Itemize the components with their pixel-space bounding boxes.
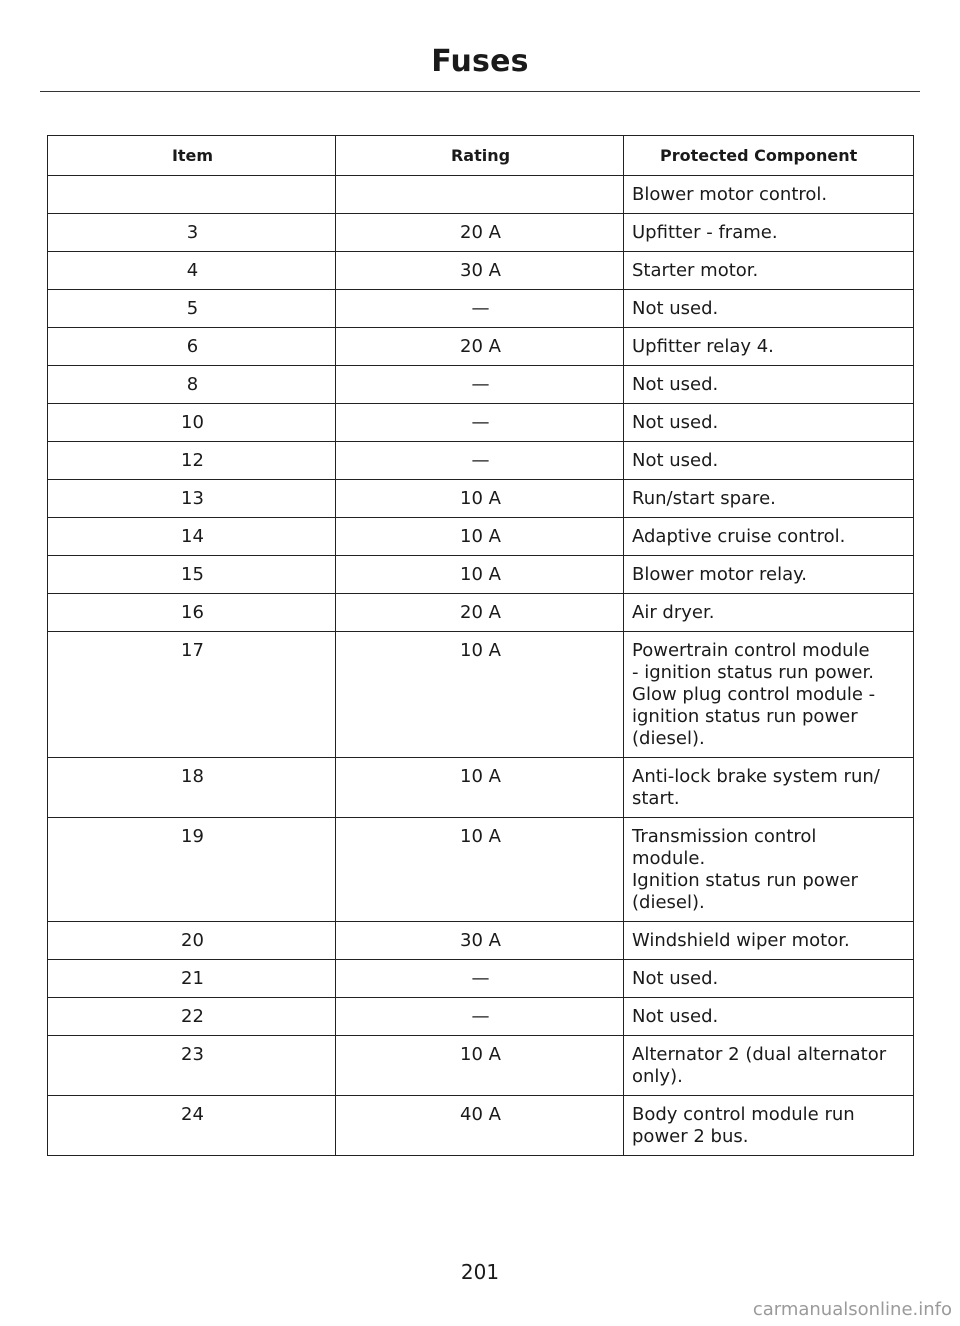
cell-item: 8	[48, 366, 336, 404]
cell-rating: —	[336, 960, 624, 998]
table-row	[48, 1096, 914, 1156]
cell-rating: —	[336, 290, 624, 328]
cell-rating	[336, 176, 624, 214]
table-row	[48, 328, 914, 366]
cell-item: 13	[48, 480, 336, 518]
cell-protected-component: Upfitter - frame.	[624, 214, 914, 252]
cell-protected-component: Not used.	[624, 404, 914, 442]
cell-protected-component: Starter motor.	[624, 252, 914, 290]
cell-rating: 20 A	[336, 594, 624, 632]
cell-protected-component: Not used.	[624, 366, 914, 404]
cell-rating: 10 A	[336, 818, 624, 922]
cell-item: 3	[48, 214, 336, 252]
cell-protected-component: Blower motor relay.	[624, 556, 914, 594]
table-row	[48, 214, 914, 252]
cell-item: 4	[48, 252, 336, 290]
table-row	[48, 594, 914, 632]
table-row	[48, 922, 914, 960]
cell-protected-component: Anti-lock brake system run/ start.	[624, 758, 914, 818]
fuse-table	[47, 135, 914, 1156]
cell-item	[48, 176, 336, 214]
cell-protected-component: Adaptive cruise control.	[624, 518, 914, 556]
cell-rating: 40 A	[336, 1096, 624, 1156]
cell-item: 20	[48, 922, 336, 960]
page-title: Fuses	[431, 44, 529, 79]
title-divider	[40, 91, 920, 92]
cell-protected-component: Not used.	[624, 442, 914, 480]
cell-item: 24	[48, 1096, 336, 1156]
table-row	[48, 758, 914, 818]
cell-protected-component: Powertrain control module - ignition status run power. Glow plug control module - ignition status run power (diesel).	[624, 632, 914, 758]
cell-rating: 30 A	[336, 922, 624, 960]
page-number: 201	[460, 1260, 500, 1284]
table-row	[48, 1036, 914, 1096]
cell-item: 15	[48, 556, 336, 594]
cell-rating: 10 A	[336, 480, 624, 518]
cell-protected-component: Body control module run power 2 bus.	[624, 1096, 914, 1156]
cell-item: 23	[48, 1036, 336, 1096]
header-protected-component: Protected Component	[624, 136, 914, 176]
table-row	[48, 176, 914, 214]
cell-item: 21	[48, 960, 336, 998]
cell-protected-component: Upfitter relay 4.	[624, 328, 914, 366]
cell-rating: 20 A	[336, 214, 624, 252]
cell-item: 16	[48, 594, 336, 632]
header-rating: Rating	[336, 136, 624, 176]
table-row	[48, 632, 914, 758]
cell-rating: —	[336, 442, 624, 480]
cell-item: 6	[48, 328, 336, 366]
cell-item: 12	[48, 442, 336, 480]
table-row	[48, 518, 914, 556]
cell-protected-component: Windshield wiper motor.	[624, 922, 914, 960]
cell-item: 22	[48, 998, 336, 1036]
table-row	[48, 998, 914, 1036]
watermark: carmanualsonline.info	[752, 1299, 952, 1320]
cell-rating: —	[336, 366, 624, 404]
cell-item: 19	[48, 818, 336, 922]
cell-protected-component: Transmission control module. Ignition status run power (diesel).	[624, 818, 914, 922]
cell-protected-component: Air dryer.	[624, 594, 914, 632]
cell-protected-component: Not used.	[624, 290, 914, 328]
cell-protected-component: Alternator 2 (dual alternator only).	[624, 1036, 914, 1096]
table-row	[48, 818, 914, 922]
table-row	[48, 404, 914, 442]
cell-protected-component: Not used.	[624, 998, 914, 1036]
header-item: Item	[48, 136, 336, 176]
cell-rating: 30 A	[336, 252, 624, 290]
table-row	[48, 252, 914, 290]
table-row	[48, 290, 914, 328]
cell-item: 10	[48, 404, 336, 442]
table-row	[48, 480, 914, 518]
cell-protected-component: Run/start spare.	[624, 480, 914, 518]
cell-rating: 10 A	[336, 556, 624, 594]
cell-rating: 10 A	[336, 1036, 624, 1096]
cell-item: 5	[48, 290, 336, 328]
cell-rating: 10 A	[336, 758, 624, 818]
cell-rating: 20 A	[336, 328, 624, 366]
cell-item: 18	[48, 758, 336, 818]
table-row	[48, 556, 914, 594]
cell-rating: —	[336, 998, 624, 1036]
cell-item: 17	[48, 632, 336, 758]
cell-protected-component: Not used.	[624, 960, 914, 998]
cell-rating: —	[336, 404, 624, 442]
table-header-row	[48, 136, 914, 176]
cell-rating: 10 A	[336, 518, 624, 556]
table-row	[48, 442, 914, 480]
cell-item: 14	[48, 518, 336, 556]
cell-protected-component: Blower motor control.	[624, 176, 914, 214]
table-row	[48, 960, 914, 998]
table-row	[48, 366, 914, 404]
cell-rating: 10 A	[336, 632, 624, 758]
